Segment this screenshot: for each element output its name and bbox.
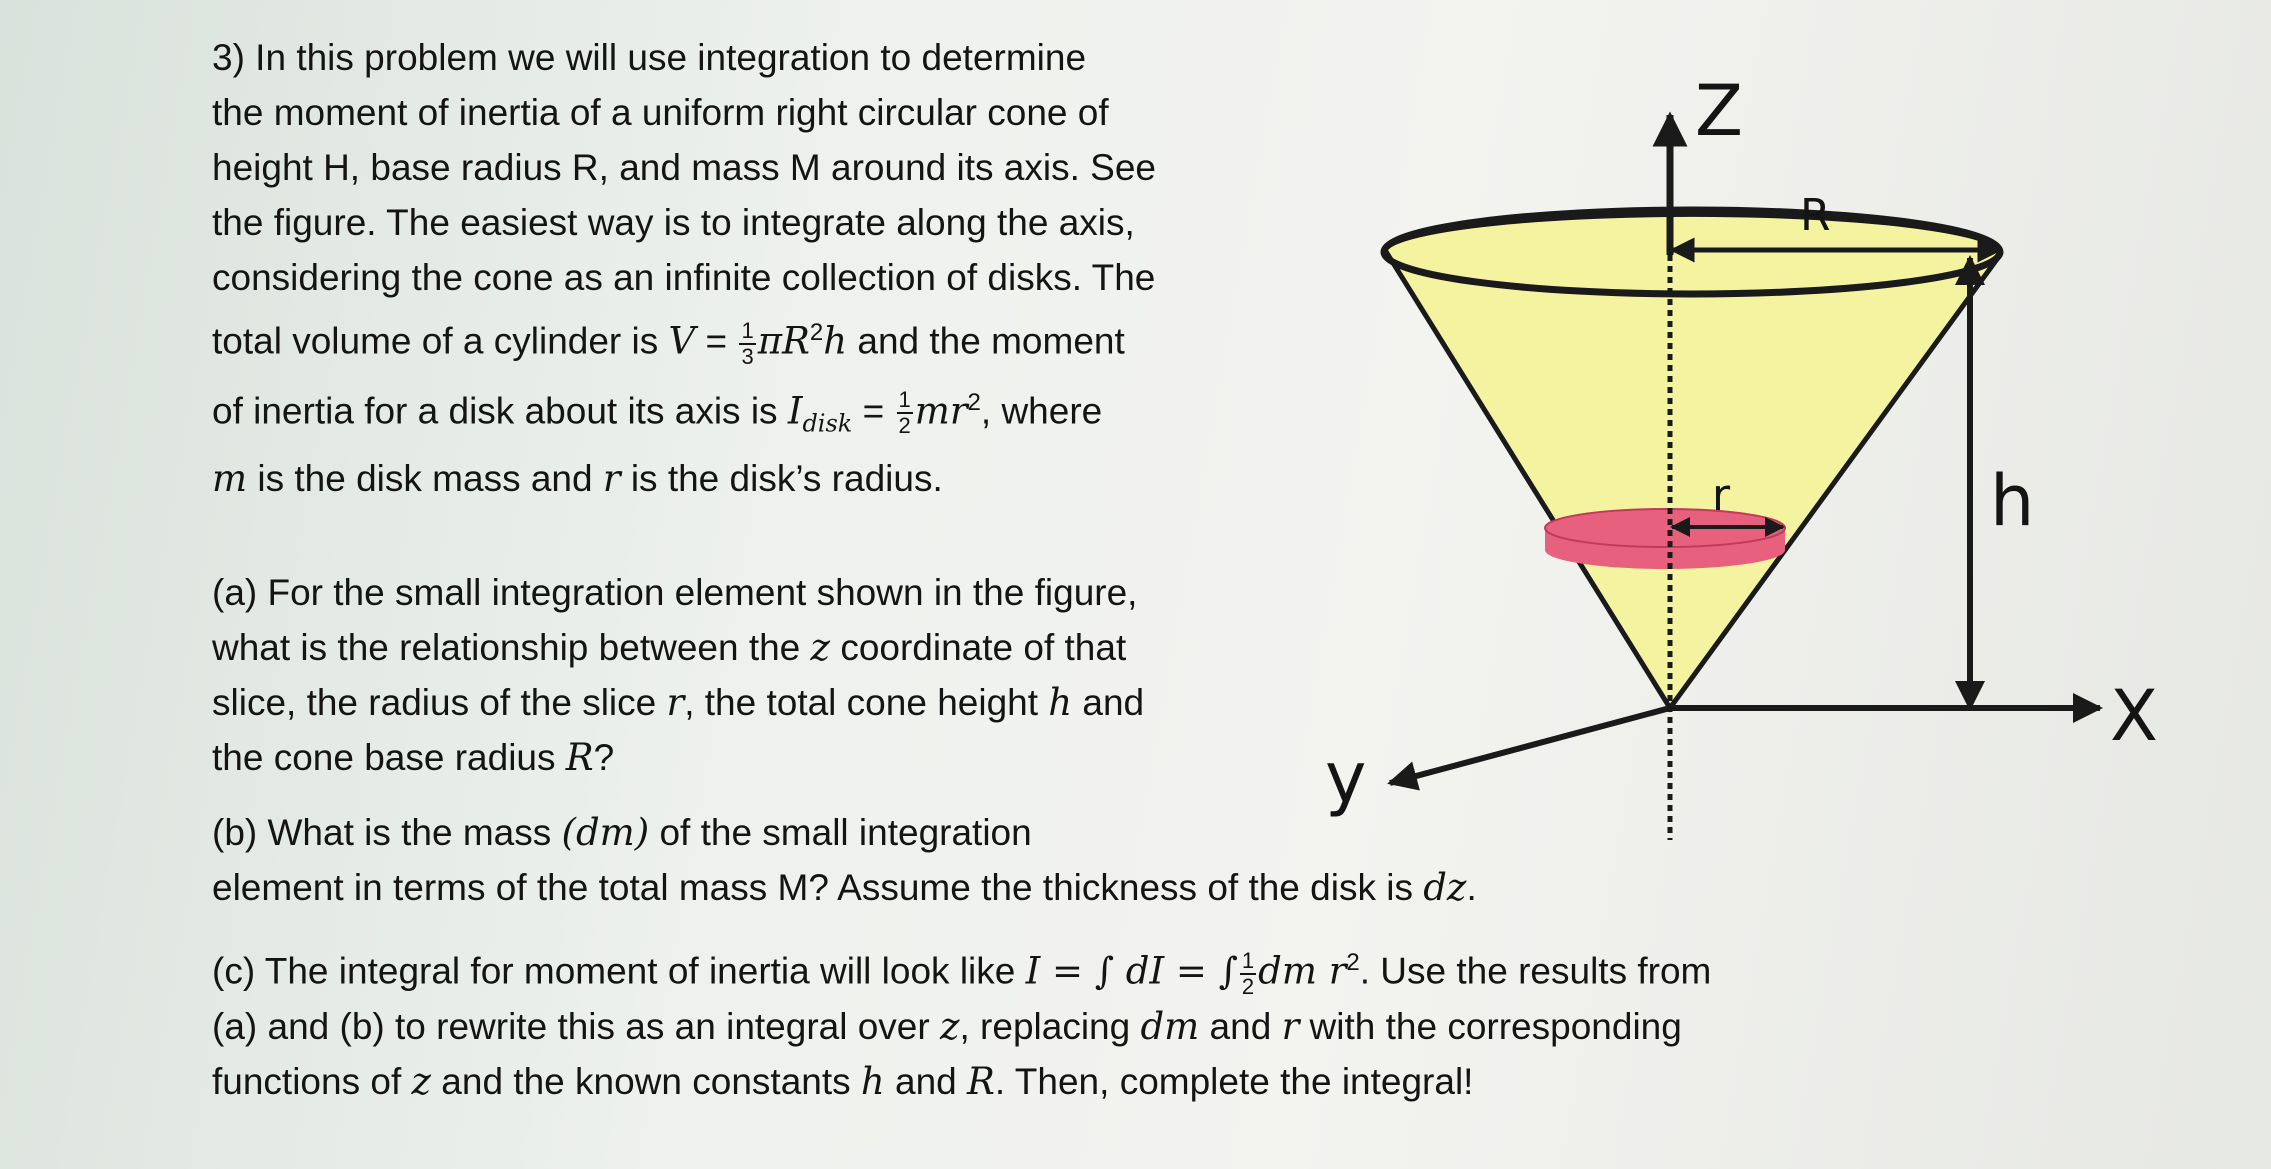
text: the cone base radius <box>212 737 566 778</box>
math-dm: (dm) <box>561 811 650 854</box>
label-h: h <box>1990 460 2035 542</box>
text: is the disk mass and <box>247 458 603 500</box>
text: of inertia for a disk about its axis is <box>212 389 788 431</box>
subscript-disk: disk <box>802 409 853 438</box>
text: , the total cone height <box>684 682 1049 723</box>
part-c-line-3 <box>212 1054 2012 1109</box>
part-c-line-1 <box>212 935 2012 999</box>
exponent: 2 <box>809 319 824 346</box>
equals: = <box>695 320 738 362</box>
text: total volume of a cylinder is <box>212 320 669 362</box>
math-m: m <box>212 457 248 501</box>
text: (b) What is the mass <box>212 812 562 853</box>
math-z: z <box>940 1004 960 1048</box>
part-a <box>212 565 1332 785</box>
exponent: 2 <box>967 388 981 416</box>
numerator: 1 <box>741 317 754 343</box>
math-z: z <box>411 1059 432 1103</box>
text: coordinate of that <box>830 627 1127 668</box>
part-a-line-1: (a) For the small integration element shown in the figure, <box>212 572 1138 613</box>
math-z: z <box>810 626 831 669</box>
label-x: X <box>2110 675 2158 757</box>
cone-body <box>1385 214 2001 708</box>
text: and <box>1199 1005 1282 1047</box>
math-integral: I = ∫ dI = ∫ <box>1025 949 1238 993</box>
math-r: r <box>666 681 685 724</box>
text: and the moment <box>847 320 1125 362</box>
text: . Then, complete the integral! <box>994 1060 1474 1102</box>
text: (c) The integral for moment of inertia will look like <box>212 950 1026 992</box>
math-h: h <box>823 319 848 363</box>
math-R: R <box>565 736 594 779</box>
text: slice, the radius of the slice <box>212 682 667 723</box>
text: is the disk’s radius. <box>620 458 943 500</box>
fraction-one-third <box>739 319 755 369</box>
problem-intro <box>212 30 1332 506</box>
math-h: h <box>1048 681 1073 724</box>
text: (a) and (b) to rewrite this as an integral over <box>212 1005 940 1047</box>
math-V: V <box>668 319 696 363</box>
part-a-line-4 <box>212 730 1332 785</box>
text: of the small integration <box>649 812 1032 853</box>
numerator: 1 <box>898 387 911 413</box>
text: element in terms of the total mass M? Assume the thickness of the disk is <box>212 867 1424 908</box>
intro-line-4: the figure. The easiest way is to integrate along the axis, <box>212 202 1135 243</box>
math-r: r <box>1281 1004 1300 1048</box>
text: and <box>1072 682 1145 723</box>
math-R: R <box>967 1059 995 1103</box>
label-r: r <box>1712 470 1731 521</box>
part-c <box>212 935 2012 1109</box>
cone-figure <box>1300 40 2260 920</box>
part-a-line-2 <box>212 620 1332 675</box>
text: and the known constants <box>431 1060 861 1102</box>
text: . Use the results from <box>1359 950 1712 992</box>
denominator: 2 <box>1241 973 1255 999</box>
math-dm-r: dm r <box>1258 949 1347 993</box>
intro-line-6 <box>212 305 1332 369</box>
y-axis <box>1390 708 1670 783</box>
math-dm: dm <box>1140 1004 1200 1048</box>
text: . <box>1466 867 1477 908</box>
math-dz: dz <box>1423 866 1467 909</box>
math-I: I <box>787 388 803 432</box>
part-c-line-2 <box>212 999 2012 1054</box>
math-h: h <box>860 1059 885 1103</box>
fraction-one-half <box>1240 949 1256 999</box>
math-mr: mr <box>914 388 968 432</box>
text: ? <box>593 737 615 778</box>
part-a-line-3 <box>212 675 1332 730</box>
intro-line-7 <box>212 375 1332 452</box>
denominator: 3 <box>741 343 754 369</box>
text: , replacing <box>959 1005 1141 1047</box>
intro-line-5: considering the cone as an infinite collection of disks. The <box>212 257 1156 298</box>
label-z: Z <box>1695 70 1743 152</box>
text: , where <box>980 389 1103 431</box>
text: what is the relationship between the <box>212 627 811 668</box>
math-r: r <box>602 457 621 501</box>
intro-line-8 <box>212 451 1332 506</box>
text: and <box>884 1060 968 1102</box>
label-R: R <box>1800 190 1831 241</box>
intro-line-1: 3) In this problem we will use integration to determine <box>212 37 1087 78</box>
text: with the corresponding <box>1299 1005 1682 1047</box>
text: functions of <box>212 1060 412 1102</box>
equals: = <box>852 389 895 431</box>
label-y: y <box>1325 737 1367 819</box>
math-piR: πR <box>757 319 810 363</box>
intro-line-2: the moment of inertia of a uniform right circular cone of <box>212 92 1109 133</box>
numerator: 1 <box>1241 947 1255 973</box>
fraction-one-half <box>897 388 913 438</box>
intro-line-3: height H, base radius R, and mass M around its axis. See <box>212 147 1156 188</box>
denominator: 2 <box>898 413 911 439</box>
exponent: 2 <box>1346 949 1360 976</box>
